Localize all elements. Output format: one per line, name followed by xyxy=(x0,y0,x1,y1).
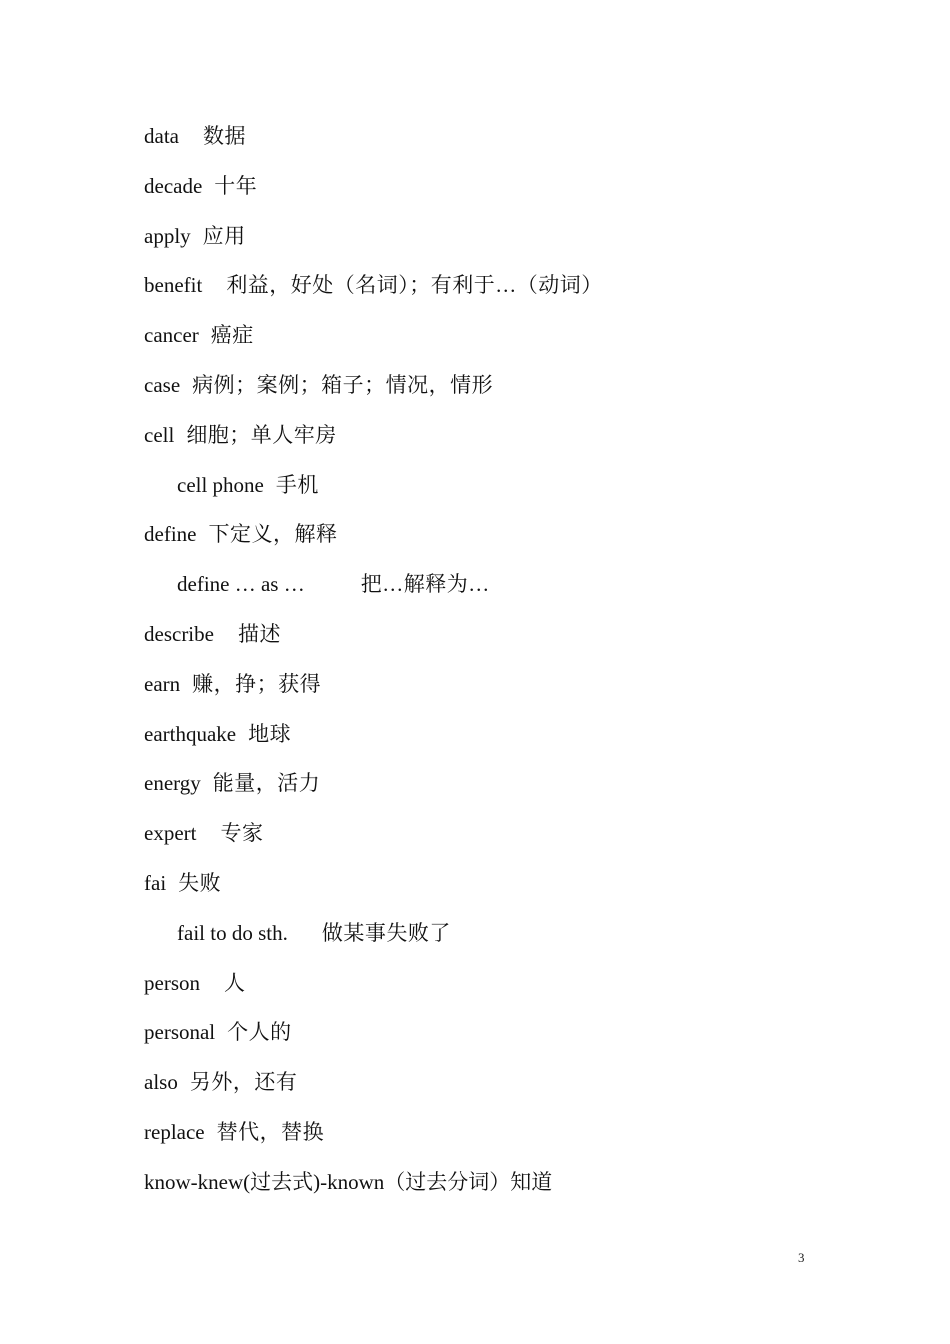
entry-term: apply xyxy=(144,223,191,248)
entry-meaning: 手机 xyxy=(275,472,319,497)
vocabulary-entry xyxy=(144,122,864,172)
vocabulary-entry xyxy=(144,421,864,471)
entry-meaning: 做某事失败了 xyxy=(321,920,451,945)
vocabulary-entry xyxy=(144,222,864,272)
vocabulary-entry xyxy=(144,271,864,321)
entry-meaning: 把…解释为… xyxy=(360,572,490,597)
vocabulary-entry xyxy=(144,969,864,1019)
entry-term: know-knew(过去式)-known（过去分词）知道 xyxy=(144,1169,553,1194)
entry-term: define xyxy=(144,522,197,547)
entry-term: cell phone xyxy=(177,472,264,497)
entry-meaning: 能量，活力 xyxy=(212,771,321,796)
entry-meaning: 描述 xyxy=(237,621,281,646)
vocabulary-list xyxy=(144,122,864,1218)
vocabulary-sub-entry xyxy=(144,570,864,620)
entry-meaning: 替代，替换 xyxy=(216,1119,325,1144)
vocabulary-entry xyxy=(144,371,864,421)
entry-meaning: 数据 xyxy=(202,124,246,148)
entry-meaning: 另外，还有 xyxy=(189,1070,298,1095)
entry-term: decade xyxy=(144,173,203,198)
vocabulary-entry xyxy=(144,1118,864,1168)
entry-meaning: 癌症 xyxy=(210,323,254,348)
vocabulary-entry xyxy=(144,869,864,919)
vocabulary-entry xyxy=(144,819,864,869)
entry-term: energy xyxy=(144,771,201,796)
entry-term: fai xyxy=(144,870,167,895)
vocabulary-entry xyxy=(144,1168,864,1218)
entry-term: benefit xyxy=(144,273,203,298)
entry-meaning: 人 xyxy=(224,970,246,995)
entry-term: data xyxy=(144,124,179,148)
vocabulary-entry xyxy=(144,520,864,570)
entry-term: replace xyxy=(144,1119,205,1144)
entry-term: describe xyxy=(144,621,214,646)
vocabulary-entry xyxy=(144,620,864,670)
entry-meaning: 专家 xyxy=(220,821,264,846)
entry-term: earn xyxy=(144,671,181,696)
entry-term: define … as … xyxy=(177,572,305,597)
vocabulary-entry xyxy=(144,1018,864,1068)
page-number: 3 xyxy=(798,1250,805,1265)
entry-meaning: 应用 xyxy=(202,223,246,248)
vocabulary-entry xyxy=(144,321,864,371)
vocabulary-entry xyxy=(144,172,864,222)
entry-meaning: 利益，好处（名词）；有利于…（动词） xyxy=(226,273,603,298)
entry-term: person xyxy=(144,970,200,995)
entry-meaning: 地球 xyxy=(248,721,292,746)
entry-term: expert xyxy=(144,821,197,846)
entry-term: personal xyxy=(144,1020,216,1045)
entry-term: fail to do sth. xyxy=(177,920,288,945)
entry-term: cell xyxy=(144,422,175,447)
entry-meaning: 下定义，解释 xyxy=(208,522,338,547)
vocabulary-sub-entry xyxy=(144,919,864,969)
entry-term: also xyxy=(144,1070,178,1095)
vocabulary-sub-entry xyxy=(144,471,864,521)
vocabulary-entry xyxy=(144,769,864,819)
vocabulary-entry xyxy=(144,1068,864,1118)
vocabulary-entry xyxy=(144,670,864,720)
entry-meaning: 细胞；单人牢房 xyxy=(186,422,337,447)
entry-meaning: 失败 xyxy=(178,870,222,895)
entry-term: case xyxy=(144,372,181,397)
vocabulary-entry xyxy=(144,720,864,770)
entry-meaning: 个人的 xyxy=(227,1020,292,1045)
entry-meaning: 十年 xyxy=(214,173,258,198)
entry-term: cancer xyxy=(144,323,199,348)
entry-meaning: 病例；案例；箱子；情况，情形 xyxy=(192,372,494,397)
entry-term: earthquake xyxy=(144,721,237,746)
entry-meaning: 赚，挣；获得 xyxy=(192,671,322,696)
